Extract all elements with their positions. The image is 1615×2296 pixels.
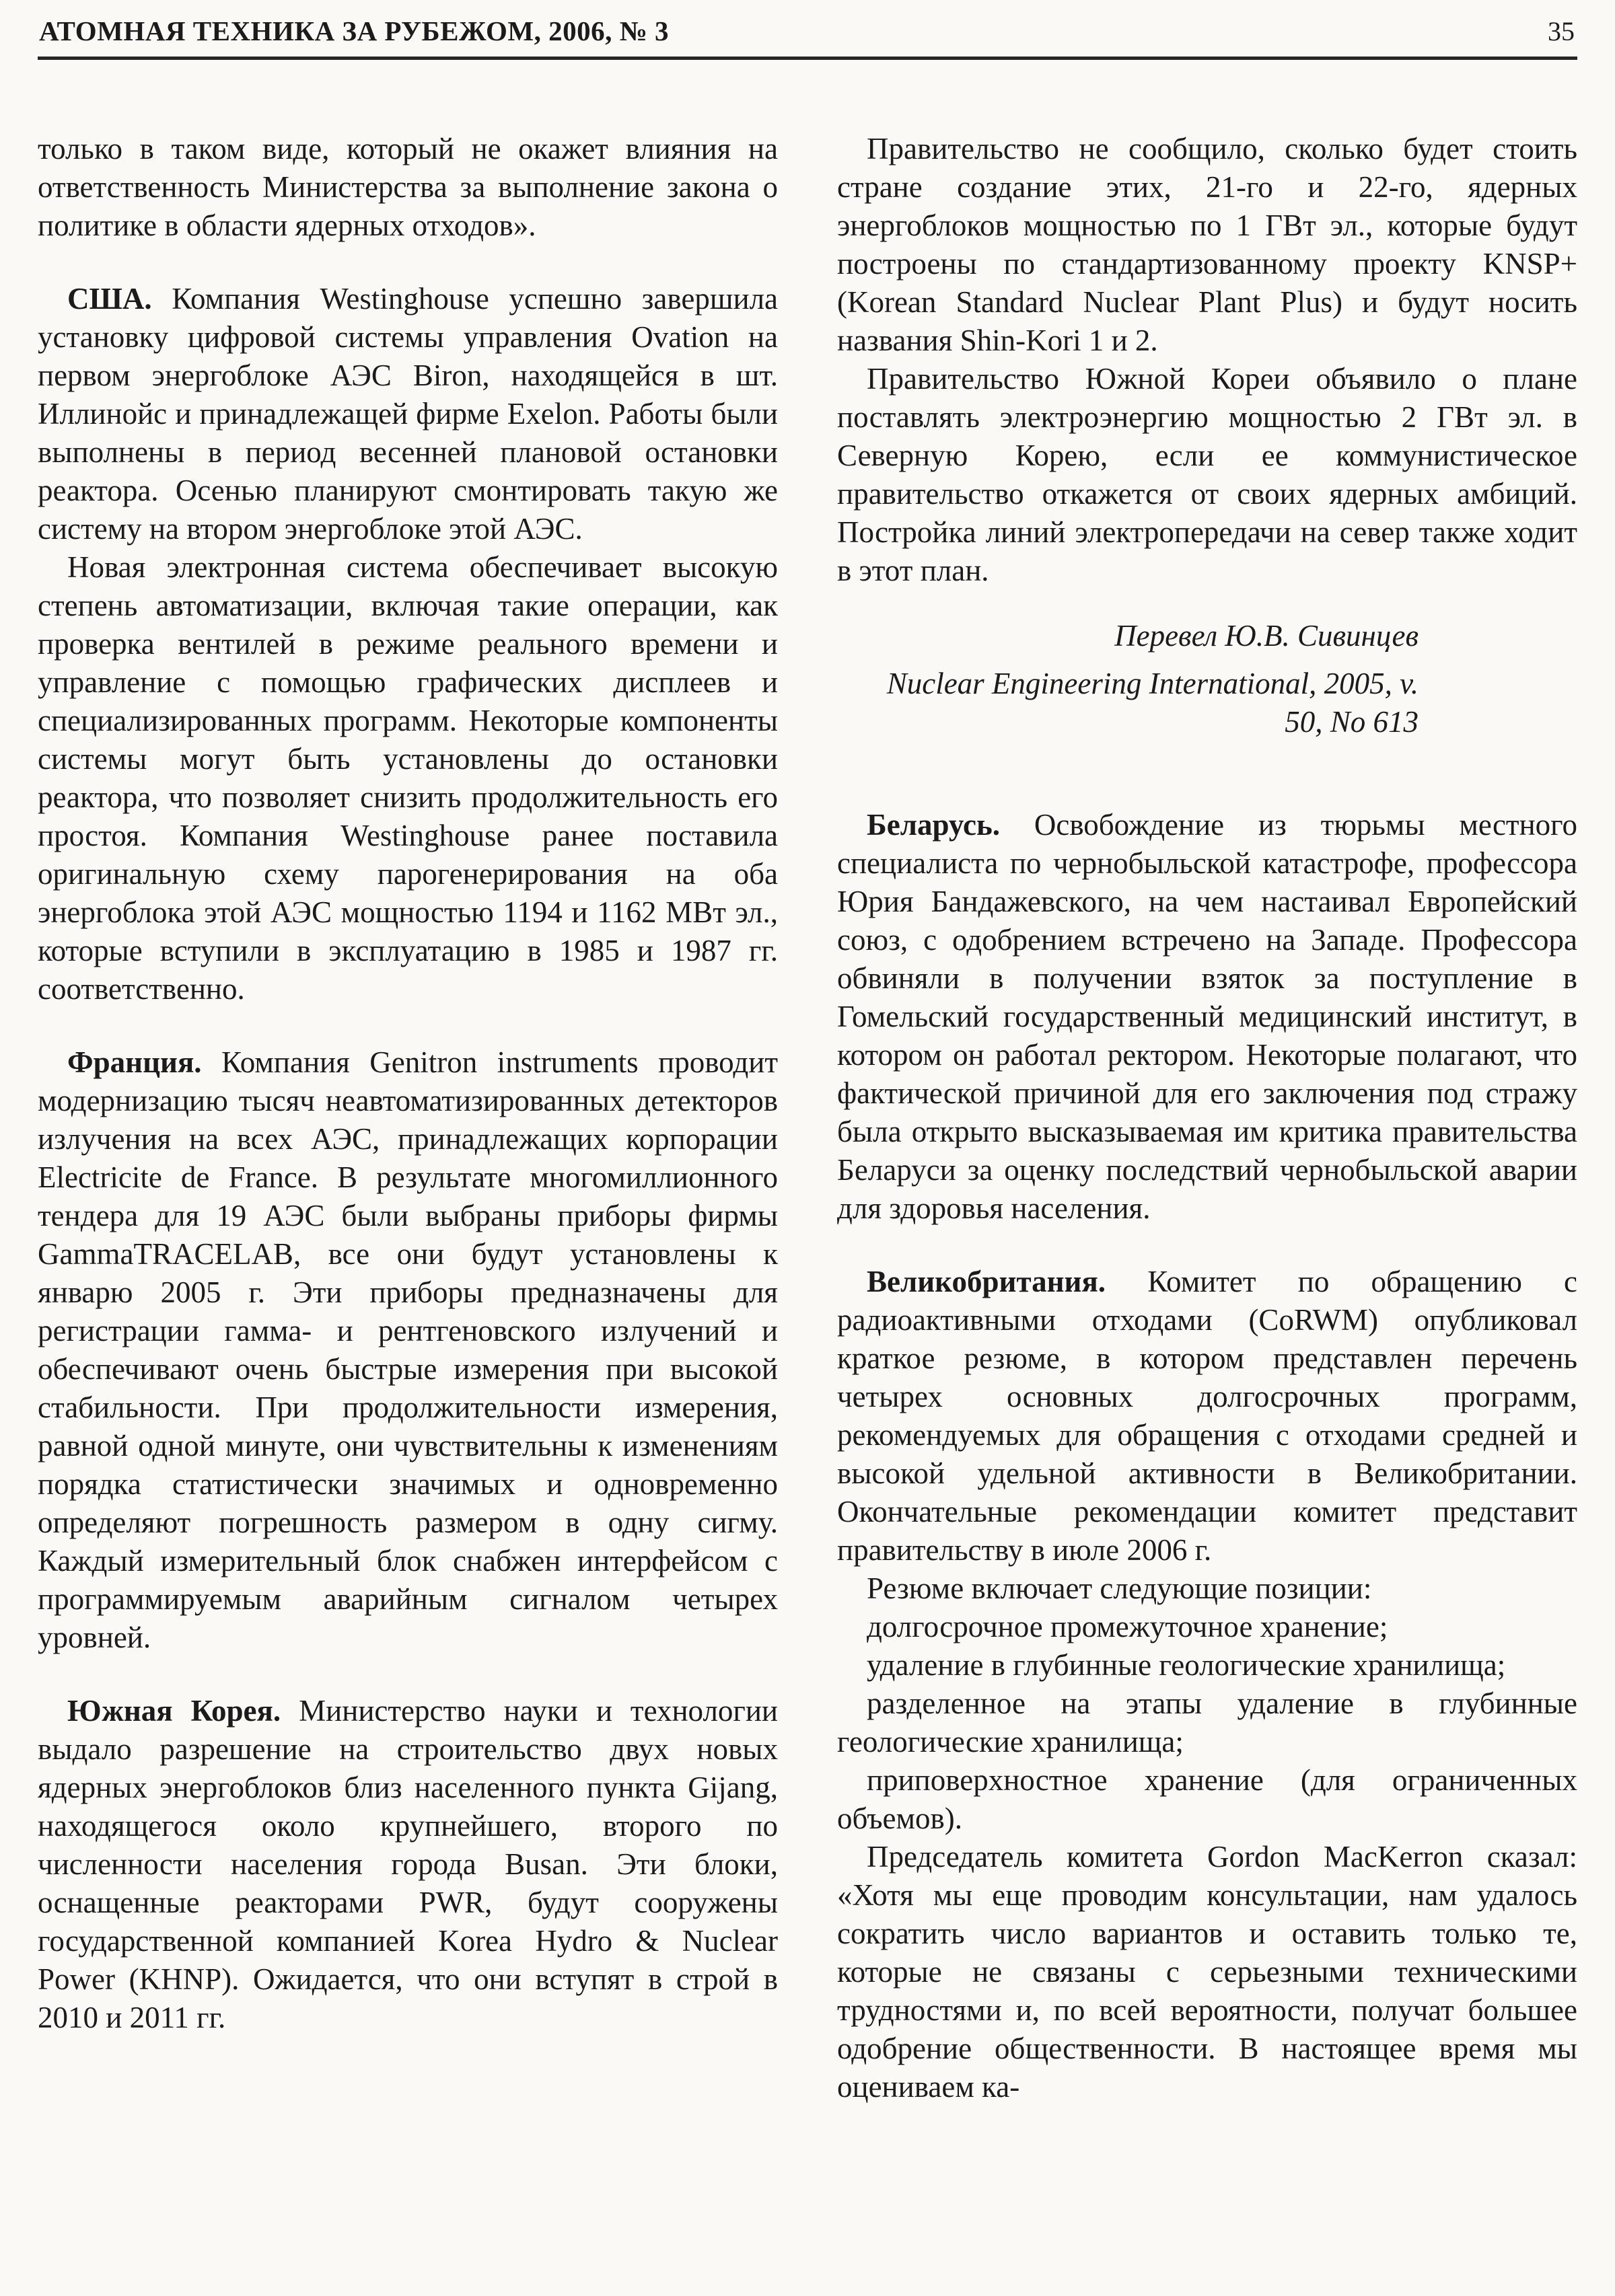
paragraph-text: только в таком виде, который не окажет влияния на ответственность Министерства за выполнение закона о политике в области ядерных отходов». bbox=[38, 132, 778, 242]
paragraph-text: Компания Westinghouse успешно завершила установку цифровой системы управления Ovation на первом энергоблоке АЭС Biron, находящейся в шт. Иллинойс и принадлежащей фирме Exelon. Работы были выполнены в период весенней плановой остановки реактора. Осенью планируют смонтировать такую же систему на втором энергоблоке этой АЭС. bbox=[38, 282, 778, 546]
country-label-uk: Великобритания. bbox=[867, 1265, 1106, 1298]
continued-paragraph bbox=[38, 130, 778, 245]
news-item-belarus bbox=[837, 806, 1577, 1228]
source-reference: Nuclear Engineering International, 2005, v. 50, No 613 bbox=[886, 667, 1419, 739]
chairman-quote bbox=[837, 1838, 1577, 2106]
paragraph-text: удаление в глубинные геологические хранилища; bbox=[867, 1648, 1506, 1682]
paragraph-text: Председатель комитета Gordon MacKerron сказал: «Хотя мы еще проводим консультации, нам удалось сократить число вариантов и оставить только те, которые не связаны с серьезными техническими трудностями и, по всей вероятности, получат большее одобрение общественности. В настоящее время мы оцениваем ка- bbox=[837, 1840, 1577, 2104]
country-label-south-korea: Южная Корея. bbox=[67, 1694, 281, 1728]
news-item-usa-continued bbox=[38, 548, 778, 1008]
list-item-phased-deep bbox=[837, 1684, 1577, 1761]
news-item-usa bbox=[38, 280, 778, 548]
left-column bbox=[38, 130, 778, 2106]
paragraph-text: разделенное на этапы удаление в глубинные геологические хранилища; bbox=[837, 1687, 1577, 1758]
paragraph-text: долгосрочное промежуточное хранение; bbox=[867, 1610, 1388, 1643]
news-item-south-korea-continued bbox=[837, 130, 1577, 360]
paragraph-text: Компания Genitron instruments проводит модернизацию тысяч неавтоматизированных детекторов излучения на всех АЭС, принадлежащих корпорации Electricite de France. В результате многомиллионного тендера для 19 АЭС были выбраны приборы фирмы GammaTRACELAB, все они будут установлены к январю 2005 г. Эти приборы предназначены для регистрации гамма- и рентгеновского излучений и обеспечивают очень быстрые измерения при высокой стабильности. При продолжительности измерения, равной одной минуте, они чувствительны к изменениям порядка статистически значимых и одновременно определяют погрешность размером в одну сигму. Каждый измерительный блок снабжен интерфейсом с программируемым аварийным сигналом четырех уровней. bbox=[38, 1045, 778, 1654]
page-number: 35 bbox=[1548, 16, 1575, 46]
country-label-usa: США. bbox=[67, 282, 152, 316]
paragraph-text: Комитет по обращению с радиоактивными отходами (CoRWM) опубликовал краткое резюме, в котором представлен перечень четырех основных долгосрочных программ, рекомендуемых для обращения с отходами средней и высокой удельной активности в Великобритании. Окончательные рекомендации комитет представит правительству в июле 2006 г. bbox=[837, 1265, 1578, 1567]
news-item-south-korea bbox=[38, 1692, 778, 2037]
news-item-france bbox=[38, 1043, 778, 1657]
paragraph-text: приповерхностное хранение (для ограниченных объемов). bbox=[837, 1763, 1577, 1835]
paragraph-text: Правительство Южной Кореи объявило о плане поставлять электроэнергию мощностью 2 ГВт эл. в Северную Корею, если ее коммунистическое правительство откажется от своих ядерных амбиций. Постройка линий электропередачи на север также ходит в этот план. bbox=[837, 362, 1577, 587]
country-label-france: Франция. bbox=[67, 1045, 202, 1079]
article-body bbox=[38, 130, 1577, 2106]
summary-intro bbox=[837, 1569, 1577, 1608]
journal-title: АТОМНАЯ ТЕХНИКА ЗА РУБЕЖОМ, 2006, № 3 bbox=[39, 15, 670, 46]
header-rule bbox=[38, 57, 1577, 60]
list-item-interim-storage bbox=[837, 1608, 1577, 1646]
paragraph-text: Новая электронная система обеспечивает высокую степень автоматизации, включая такие операции, как проверка вентилей в режиме реального времени и управление с помощью графических дисплеев и специализированных программ. Некоторые компоненты системы могут быть установлены до остановки реактора, что позволяет снизить продолжительность его простоя. Компания Westinghouse ранее поставила оригинальную схему парогенерирования на оба энергоблока этой АЭС мощностью 1194 и 1162 МВт эл., которые вступили в эксплуатацию в 1985 и 1987 гг. соответственно. bbox=[38, 550, 778, 1006]
translator-credit: Перевел Ю.В. Сивинцев bbox=[1114, 619, 1419, 653]
news-item-south-korea-continued-2 bbox=[837, 360, 1577, 590]
country-label-belarus: Беларусь. bbox=[867, 808, 1001, 842]
right-column bbox=[837, 130, 1577, 2106]
paragraph-text: Министерство науки и технологии выдало разрешение на строительство двух новых ядерных энергоблоков близ населенного пункта Gijang, находящегося около крупнейшего, второго по численности населения города Busan. Эти блоки, оснащенные реакторами PWR, будут сооружены государственной компанией Korea Hydro & Nuclear Power (KHNP). Ожидается, что они вступят в строй в 2010 и 2011 гг. bbox=[38, 1694, 779, 2034]
paragraph-text: Освобождение из тюрьмы местного специалиста по чернобыльской катастрофе, профессора Юрия Бандажевского, на чем настаивал Европейский союз, с одобрением встречено на Западе. Профессора обвиняли в получении взяток за поступление в Гомельский государственный медицинский институт, в котором он работал ректором. Некоторые полагают, что фактической причиной для его заключения под стражу была открыто высказываемая им критика правительства Беларуси за оценку последствий чернобыльской аварии для здоровья населения. bbox=[837, 808, 1577, 1225]
list-item-near-surface bbox=[837, 1761, 1577, 1838]
paragraph-text: Правительство не сообщило, сколько будет стоить стране создание этих, 21-го и 22-го, ядерных энергоблоков мощностью по 1 ГВт эл., которые будут построены по стандартизованному проекту KNSP+ (Korean Standard Nuclear Plant Plus) и будут носить названия Shin-Kori 1 и 2. bbox=[837, 132, 1577, 357]
page-header bbox=[38, 11, 1577, 47]
paragraph-text: Резюме включает следующие позиции: bbox=[867, 1571, 1372, 1605]
news-item-uk bbox=[837, 1263, 1577, 1569]
list-item-deep-geological bbox=[837, 1646, 1577, 1684]
